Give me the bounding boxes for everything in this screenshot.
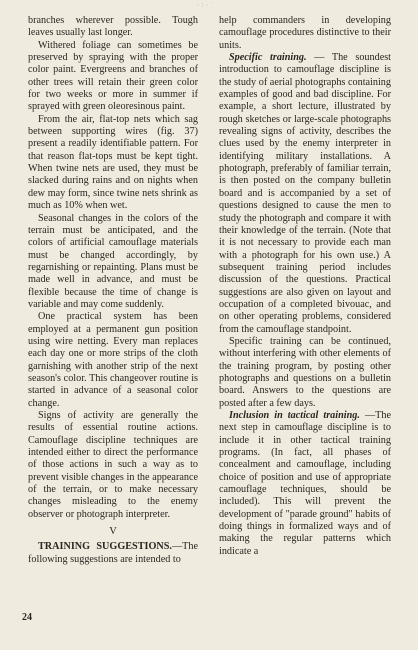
section-number: V xyxy=(109,526,117,538)
left-paragraph-1: branches wherever possible. Tough leaves usually last longer. xyxy=(28,15,198,39)
left-paragraph-6: Signs of activity are generally the results of essential routine actions. Camouflage discipline techniques are intended either to direct the performance of those actions in such a way as to prevent visible changes in the appearance of the terrain, or to make necessary changes misleading to the enemy observer or photograph interpreter. xyxy=(28,410,198,520)
left-paragraph-4: Seasonal changes in the colors of the terrain must be anticipated, and the colors of artificial camouflage materials must be changed accordingly, by regarnishing or repainting. Plans must be made well in advance, and must be flexible because the time of change is variable and may come suddenly. xyxy=(28,212,198,310)
specific-training-paragraph xyxy=(219,52,391,336)
specific-training-heading: Specific training. xyxy=(229,52,307,64)
specific-training-text: — The soundest introduction to camouflage discipline is the study of aerial photographs containing examples of good and bad discipline. For example, a short lecture, illustrated by rough sketches or large-scale photographs revealing signs of activity, describes the clues used by the enemy interpreter in identifying military installations. A photograph, preferably of familiar terrain, is then posted on the company bulletin board and is accompanied by a set of questions designed to cause the men to study the photograph and compare it with their knowledge of the terrain. (Note that it is not necessary to provide each man with a photograph for his own use.) A subsequent training period includes discussion of the questions. Practical suggestions are also given on layout and occupation of a completed bivouac, and on other operating problems, considered from the camouflage standpoint. xyxy=(219,52,392,335)
left-paragraph-3: From the air, flat-top nets which sag between supporting wires (fig. 37) present a readily identifiable pattern. For that reason flat-tops must be kept tight. When twine nets are used, they must be slacked during rains and on nights when dew may form, since twine nets shrink as much as 10% when wet. xyxy=(28,113,198,212)
left-column xyxy=(28,15,198,566)
right-paragraph-1: help commanders in developing camouflage procedures distinctive to their units. xyxy=(219,15,391,51)
page-speck-mark: ·꞉·˙ xyxy=(196,2,215,9)
right-column xyxy=(219,15,391,558)
left-paragraph-5: One practical system has been employed at a permanent gun position using wire netting. Every man replaces each day one or more strips of the cloth garnishing with another strip of the next season's color. This changeover routine is started in advance of a seasonal color change. xyxy=(28,311,198,409)
section-paragraph xyxy=(28,541,198,566)
page-number: 24 xyxy=(22,612,32,623)
inclusion-paragraph xyxy=(219,410,391,558)
section-text: —The following suggestions are intended to xyxy=(28,541,198,565)
left-paragraph-2: Withered foliage can sometimes be preserved by spraying with the proper color paint. Evergreens and branches of other trees will retain their green color for two weeks or more in summer if sprayed with green oleoresinous paint. xyxy=(28,39,198,113)
section-heading: TRAINING SUGGESTIONS. xyxy=(38,541,172,553)
right-paragraph-3: Specific training can be continued, without interfering with other elements of the training program, by posting other photographs and questions on a bulletin board. Answers to the questions are posted after a few days. xyxy=(219,335,391,409)
inclusion-heading: Inclusion in tactical training. xyxy=(229,410,360,421)
inclusion-text: —The next step in camouflage discipline is to include it in other tactical training programs. (In fact, all phases of concealment and camouflage, including choice of position and use of appropriate camouflage techniques, should be included). This will prevent the development of "parade ground" habits of doing things in formalized ways and of making the regular patterns which indicate a xyxy=(219,410,391,557)
